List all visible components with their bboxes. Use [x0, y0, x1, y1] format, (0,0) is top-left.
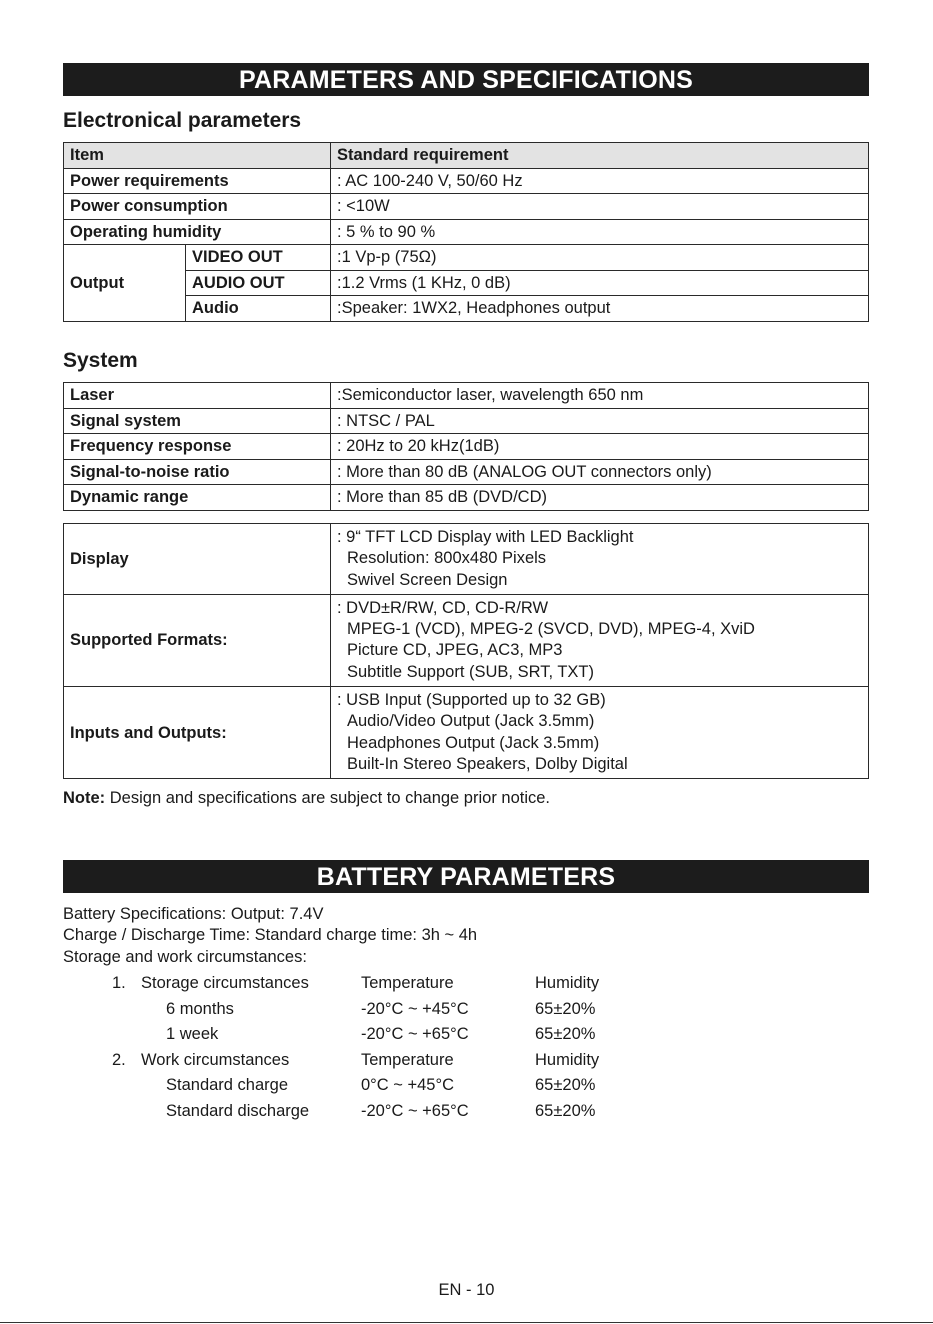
battery-banner: BATTERY PARAMETERS	[63, 860, 869, 893]
table-row	[64, 594, 869, 686]
table-row	[64, 245, 869, 271]
row-value: : 20Hz to 20 kHz(1dB)	[331, 434, 869, 460]
item-label: 1 week	[166, 1025, 219, 1044]
item-temperature: -20°C ~ +65°C	[361, 1102, 469, 1120]
formats-line: Subtitle Support (SUB, SRT, TXT)	[347, 662, 594, 681]
table-header-row	[64, 143, 869, 169]
table-row	[64, 485, 869, 511]
io-label: Inputs and Outputs:	[64, 687, 331, 779]
item-label: Standard charge	[166, 1076, 289, 1095]
output-sub-value: :1 Vp-p (75Ω)	[331, 245, 869, 271]
io-line: Built-In Stereo Speakers, Dolby Digital	[347, 754, 628, 773]
list-item	[0, 1025, 933, 1047]
item-humidity: 65±20%	[535, 1102, 596, 1120]
table-row	[64, 219, 869, 245]
item-number: 2.	[112, 1050, 126, 1069]
output-label: Output	[64, 245, 186, 322]
io-line: Headphones Output (Jack 3.5mm)	[347, 733, 600, 752]
item-label: 6 months	[166, 999, 234, 1018]
page-number: EN - 10	[438, 1281, 495, 1299]
row-label: Power consumption	[64, 194, 331, 220]
electronical-table	[63, 142, 869, 322]
output-sub-label: VIDEO OUT	[186, 245, 331, 271]
list-item	[0, 1076, 933, 1098]
formats-label: Supported Formats:	[64, 594, 331, 686]
note	[63, 789, 550, 808]
battery-line: Storage and work circumstances:	[63, 947, 307, 966]
features-table	[63, 523, 869, 779]
row-value: : More than 85 dB (DVD/CD)	[331, 485, 869, 511]
output-sub-value: :Speaker: 1WX2, Headphones output	[331, 296, 869, 322]
row-label: Dynamic range	[64, 485, 331, 511]
item-label: Standard discharge	[166, 1102, 310, 1120]
row-label: Signal-to-noise ratio	[64, 459, 331, 485]
battery-line: Battery Specifications: Output: 7.4V	[63, 905, 324, 923]
table-row	[64, 408, 869, 434]
system-title: System	[63, 349, 138, 372]
item-humidity: 65±20%	[535, 999, 596, 1018]
row-value: : 5 % to 90 %	[331, 219, 869, 245]
item-temperature: Temperature	[361, 1050, 454, 1069]
system-table	[63, 382, 869, 511]
io-line: : USB Input (Supported up to 32 GB)	[337, 691, 606, 710]
item-temperature: -20°C ~ +65°C	[361, 1025, 469, 1044]
display-value	[331, 524, 869, 595]
formats-line: Picture CD, JPEG, AC3, MP3	[347, 641, 563, 660]
table-row	[64, 168, 869, 194]
item-label: Work circumstances	[141, 1050, 290, 1069]
item-humidity: Humidity	[535, 974, 600, 992]
list-item	[0, 1102, 933, 1124]
item-humidity: 65±20%	[535, 1076, 596, 1095]
note-bold: Note:	[63, 789, 106, 807]
note-text: Design and specifications are subject to change prior notice.	[105, 789, 551, 807]
bottom-rule	[0, 1322, 933, 1323]
item-humidity: 65±20%	[535, 1025, 596, 1044]
table-row	[64, 194, 869, 220]
row-value: : <10W	[331, 194, 869, 220]
list-item	[0, 974, 933, 996]
display-line: Swivel Screen Design	[347, 570, 508, 589]
header-item: Item	[64, 143, 331, 169]
output-sub-label: AUDIO OUT	[186, 270, 331, 296]
item-temperature: 0°C ~ +45°C	[361, 1076, 454, 1095]
output-sub-value: :1.2 Vrms (1 KHz, 0 dB)	[331, 270, 869, 296]
list-item	[0, 1000, 933, 1022]
table-row	[64, 687, 869, 779]
battery-specs	[63, 904, 477, 968]
list-item	[0, 1051, 933, 1073]
display-label: Display	[64, 524, 331, 595]
row-label: Power requirements	[64, 168, 331, 194]
display-line: : 9“ TFT LCD Display with LED Backlight	[337, 528, 634, 546]
table-row	[64, 383, 869, 409]
table-row	[64, 459, 869, 485]
row-label: Operating humidity	[64, 219, 331, 245]
io-value	[331, 687, 869, 779]
row-label: Frequency response	[64, 434, 331, 460]
formats-line: : DVD±R/RW, CD, CD-R/RW	[337, 598, 549, 617]
item-temperature: Temperature	[361, 974, 454, 992]
formats-line: MPEG-1 (VCD), MPEG-2 (SVCD, DVD), MPEG-4, XviD	[347, 620, 755, 639]
table-row	[64, 524, 869, 595]
header-requirement: Standard requirement	[331, 143, 869, 169]
display-line: Resolution: 800x480 Pixels	[347, 549, 547, 568]
table-row	[64, 434, 869, 460]
output-sub-label: Audio	[186, 296, 331, 322]
row-value: : AC 100-240 V, 50/60 Hz	[331, 168, 869, 194]
row-value: : NTSC / PAL	[331, 408, 869, 434]
item-humidity: Humidity	[535, 1050, 600, 1069]
formats-value	[331, 594, 869, 686]
row-label: Laser	[64, 383, 331, 409]
row-value: : More than 80 dB (ANALOG OUT connectors only)	[331, 459, 869, 485]
item-label: Storage circumstances	[141, 974, 309, 992]
row-value: :Semiconductor laser, wavelength 650 nm	[331, 383, 869, 409]
item-temperature: -20°C ~ +45°C	[361, 999, 469, 1018]
battery-line: Charge / Discharge Time: Standard charge time: 3h ~ 4h	[63, 926, 478, 945]
electronical-title: Electronical parameters	[63, 109, 302, 132]
item-number: 1.	[112, 974, 126, 992]
row-label: Signal system	[64, 408, 331, 434]
io-line: Audio/Video Output (Jack 3.5mm)	[347, 712, 595, 731]
parameters-banner: PARAMETERS AND SPECIFICATIONS	[63, 63, 869, 96]
